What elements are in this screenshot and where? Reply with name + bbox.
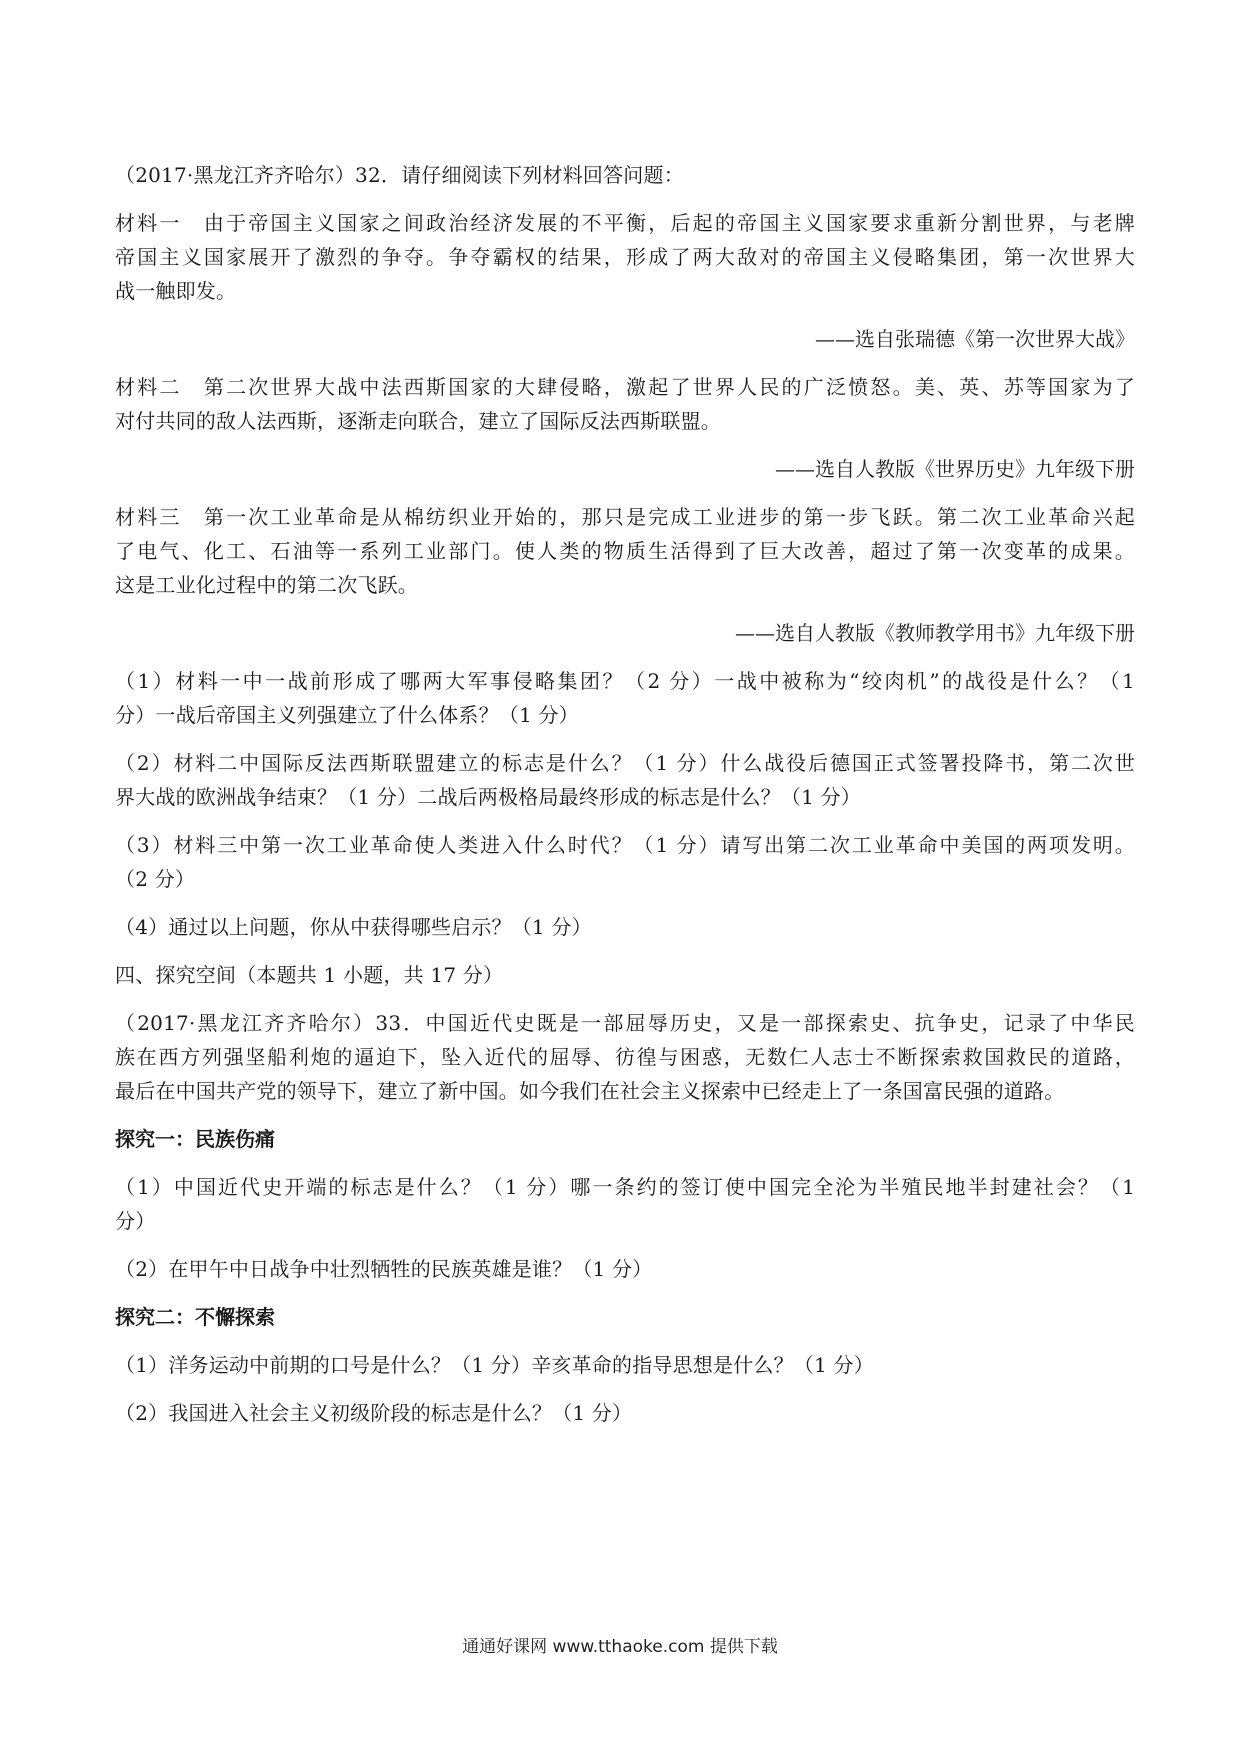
explore-one-question-2 [115,1252,1135,1286]
material-two-source: ——选自人教版《世界历史》九年级下册 [775,457,1135,481]
material-two [115,370,1135,438]
text-line: 帝国主义国家展开了激烈的争夺。争夺霸权的结果，形成了两大敌对的帝国主义侵略集团，第一次世界大 [115,245,1135,269]
text-line: （2）我国进入社会主义初级阶段的标志是什么？（1 分） [115,1401,633,1425]
text-line: （2017·黑龙江齐齐哈尔）32．请仔细阅读下列材料回答问题： [115,163,684,187]
text-line: 四、探究空间（本题共 1 小题，共 17 分） [115,963,504,987]
text-line: 界大战的欧洲战争结束？（1 分）二战后两极格局最终形成的标志是什么？（1 分） [115,785,861,809]
q33-intro [115,1006,1135,1108]
q32-question-1 [115,664,1135,732]
text-line: （1）材料一中一战前形成了哪两大军事侵略集团？（2 分）一战中被称为“绞肉机”的战役是什么？（1 [115,669,1135,693]
text-line: （1）洋务运动中前期的口号是什么？（1 分）辛亥革命的指导思想是什么？（1 分） [115,1353,874,1377]
text-line: （1）中国近代史开端的标志是什么？（1 分）哪一条约的签订使中国完全沦为半殖民地半封建社会？（1 [115,1175,1135,1199]
text-line: 战一触即发。 [115,279,237,303]
text-line: （4）通过以上问题，你从中获得哪些启示？（1 分） [115,915,592,939]
explore-one-question-1 [115,1170,1135,1238]
document-page [115,158,1135,1444]
material-three [115,500,1135,602]
text-line: 对付共同的敌人法西斯，逐渐走向联合，建立了国际反法西斯联盟。 [115,409,721,433]
text-line: 最后在中国共产党的领导下，建立了新中国。如今我们在社会主义探索中已经走上了一条国富民强的道路。 [115,1079,1065,1103]
explore-two-question-1 [115,1348,1135,1382]
q32-question-4 [115,910,1135,944]
section-four-title [115,958,1135,992]
text-line: 这是工业化过程中的第二次飞跃。 [115,573,418,597]
q32-question-2 [115,746,1135,814]
text-line: 了电气、化工、石油等一系列工业部门。使人类的物质生活得到了巨大改善，超过了第一次变革的成果。 [115,539,1135,563]
text-line: 材料二 第二次世界大战中法西斯国家的大肆侵略，激起了世界人民的广泛愤怒。美、英、苏等国家为了 [115,375,1135,399]
text-line: 分）一战后帝国主义列强建立了什么体系？（1 分） [115,703,579,727]
material-one [115,206,1135,308]
material-three-source: ——选自人教版《教师教学用书》九年级下册 [735,621,1135,645]
text-line: （2017·黑龙江齐齐哈尔）33．中国近代史既是一部屈辱历史，又是一部探索史、抗争史，记录了中华民 [115,1011,1135,1035]
material-one-source: ——选自张瑞德《第一次世界大战》 [815,327,1135,351]
text-line: （3）材料三中第一次工业革命使人类进入什么时代？（1 分）请写出第二次工业革命中美国的两项发明。 [115,833,1135,857]
text-line: 分） [115,1209,156,1233]
text-line: 族在西方列强坚船利炮的逼迫下，坠入近代的屈辱、彷徨与困惑，无数仁人志士不断探索救国救民的道路， [115,1045,1135,1069]
text-line: （2）在甲午中日战争中壮烈牺牲的民族英雄是谁？（1 分） [115,1257,653,1281]
q32-intro [115,158,1135,192]
explore-one-heading: 探究一：民族伤痛 [115,1127,275,1151]
text-line: 材料三 第一次工业革命是从棉纺织业开始的，那只是完成工业进步的第一步飞跃。第二次工业革命兴起 [115,505,1135,529]
text-line: 材料一 由于帝国主义国家之间政治经济发展的不平衡，后起的帝国主义国家要求重新分割世界，与老牌 [115,211,1135,235]
text-line: （2）材料二中国际反法西斯联盟建立的标志是什么？（1 分）什么战役后德国正式签署投降书，第二次世 [115,751,1135,775]
page-footer: 通通好课网 www.tthaoke.com 提供下载 [462,1637,778,1657]
explore-two-heading: 探究二：不懈探索 [115,1305,275,1329]
q32-question-3 [115,828,1135,896]
text-line: （2 分） [115,867,196,891]
explore-two-question-2 [115,1396,1135,1430]
